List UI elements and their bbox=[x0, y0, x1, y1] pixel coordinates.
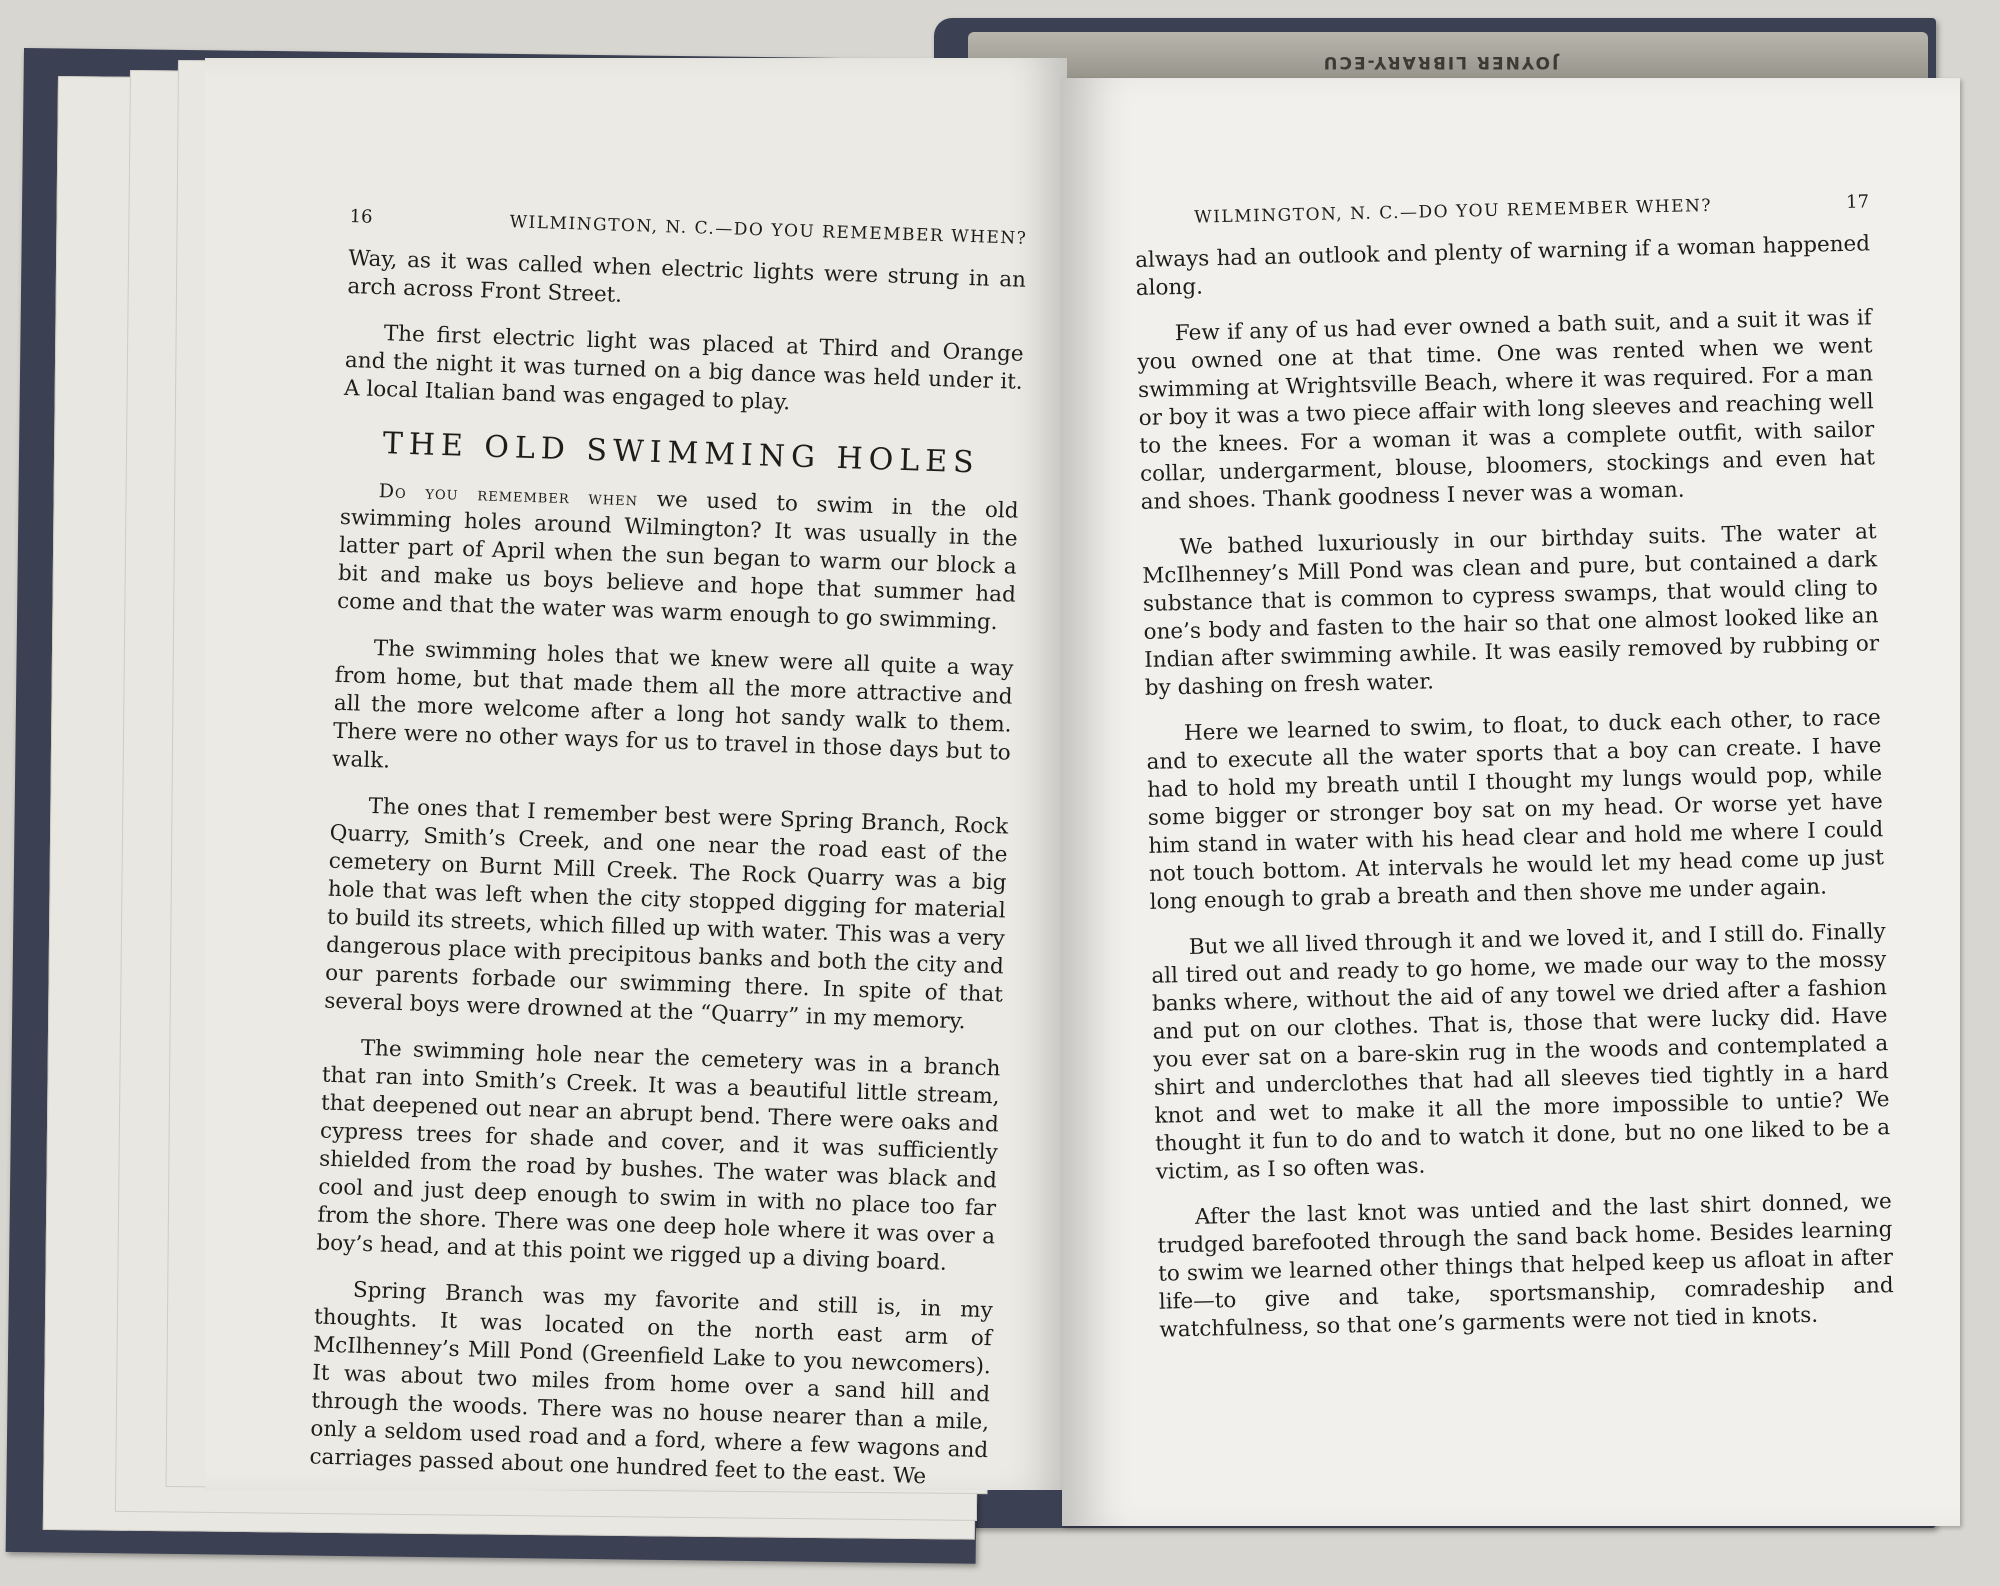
paragraph: Spring Branch was my favorite and still is, in my thoughts. It was located on the north east arm of McIlhenney’s Mill Pond (Greenfield Lake to you newcomers). It was about two miles from home over a sand hill and through the woods. There was no house nearer than a mile, only a seldom used road and a ford, where a few wagons and carriages passed about one hundred feet to the east. We bbox=[309, 1277, 994, 1490]
paragraph: The first electric light was placed at Third and Orange and the night it was turned on a big dance was held under it. A local Italian band was engaged to play. bbox=[343, 321, 1024, 416]
running-head-title: WILMINGTON, N. C.—DO YOU REMEMBER WHEN? bbox=[509, 212, 1028, 249]
left-page bbox=[205, 58, 1067, 1490]
lead-in-smallcaps: Do you remember when bbox=[378, 480, 639, 511]
right-page bbox=[1062, 78, 1960, 1526]
library-stamp: JOYNER LIBRARY-ECU bbox=[1321, 52, 1559, 72]
paragraph: We bathed luxuriously in our birthday suits. The water at McIlhenney’s Mill Pond was clean and pure, but contained a dark substance that is common to cypress swamps, that would cling to one’s body and fasten to the hair so that one almost looked like an Indian after swimming awhile. It was easily removed by rubbing or by dashing on fresh water. bbox=[1142, 519, 1880, 701]
section-heading: THE OLD SWIMMING HOLES bbox=[382, 426, 981, 481]
running-head-left bbox=[349, 206, 1027, 249]
right-page-text bbox=[1134, 191, 1895, 1362]
running-head-title: WILMINGTON, N. C.—DO YOU REMEMBER WHEN? bbox=[1194, 195, 1713, 228]
running-head-right bbox=[1134, 191, 1869, 229]
paragraph: Few if any of us had ever owned a bath suit, and a suit it was if you owned one at that time. One was rented when we went swimming at Wrightsville Beach, where it was required. For a man or boy it was a two piece affair with long sleeves and reaching well to the knees. For a woman it was a complete outfit, with sailor collar, undergarment, blouse, bloomers, stockings and even hat and shoes. Thank goodness I never was a woman. bbox=[1137, 305, 1876, 515]
paragraph: Here we learned to swim, to float, to duck each other, to race and to execute all the water sports that a boy can create. I have had to hold my breath until I thought my lungs would pop, while some bigger or stronger boy sat on my head. Or worse yet have him stand in water with his head clear and hold me where I could not touch bottom. At intervals he would let my head come up just long enough to grab a breath and then shove me under again. bbox=[1146, 705, 1885, 915]
paragraph: Way, as it was called when electric lights were strung in an arch across Front Street. bbox=[346, 245, 1027, 308]
lead-paragraph-text: we used to swim in the old swimming holes around Wilmington? It was usually in the latter part of April when the sun began to warm our block a bit and make us boys believe and hope that summer had come and that the water was warm enough to go swimming. bbox=[336, 486, 1019, 636]
lead-paragraph bbox=[337, 476, 1019, 638]
paragraph: The ones that I remember best were Spring Branch, Rock Quarry, Smith’s Creek, and one near the road east of the cemetery on Burnt Mill Creek. The Rock Quarry was a big hole that was left when the city stopped digging for material to build its streets, which filled up with water. This was a very dangerous place with precipitous banks and both the city and our parents forbade our swimming there. In spite of that several boys were drowned at the “Quarry” in my memory. bbox=[323, 793, 1009, 1035]
paragraph: But we all lived through it and we loved it, and I still do. Finally all tired out and ready to go home, we made our way to the mossy banks where, without the aid of any towel we dried after a fashion and put on our clothes. That is, those that were lucky did. Have you ever sat on a bare-skin rug in the woods and contemplated a shirt and underclothes that had all sleeves tied tightly in a hard knot and wet to make it all the more impossible to untie? We thought it fun to do and to watch it done, but no one liked to be a victim, as I so often was. bbox=[1151, 919, 1891, 1185]
page-number: 17 bbox=[1845, 191, 1870, 213]
paragraph: After the last knot was untied and the last shirt donned, we trudged barefooted through the sand back home. Besides learning to swim we learned other things that helped keep us afloat in after life—to give and take, sportsmanship, comradeship and watchfulness, so that one’s garments were not tied in knots. bbox=[1157, 1189, 1894, 1343]
paragraph: The swimming hole near the cemetery was in a branch that ran into Smith’s Creek. It was a beautiful little stream, that deepened out near an abrupt bend. There were oaks and cypress trees for shade and cover, and it was sufficiently shielded from the road by bushes. The water was black and cool and just deep enough to swim in with no place too far from the shore. There was one deep hole where it was over a boy’s head, and at this point we rigged up a diving board. bbox=[316, 1035, 1001, 1276]
paragraph: always had an outlook and plenty of warning if a woman happened along. bbox=[1134, 231, 1871, 301]
page-number: 16 bbox=[349, 206, 373, 228]
paragraph: The swimming holes that we knew were all quite a way from home, but that made them all the more attractive and all the more welcome after a long hot sandy walk to them. There were no other ways for us to travel in those days but to walk. bbox=[331, 636, 1014, 774]
left-page-text bbox=[309, 206, 1028, 1490]
